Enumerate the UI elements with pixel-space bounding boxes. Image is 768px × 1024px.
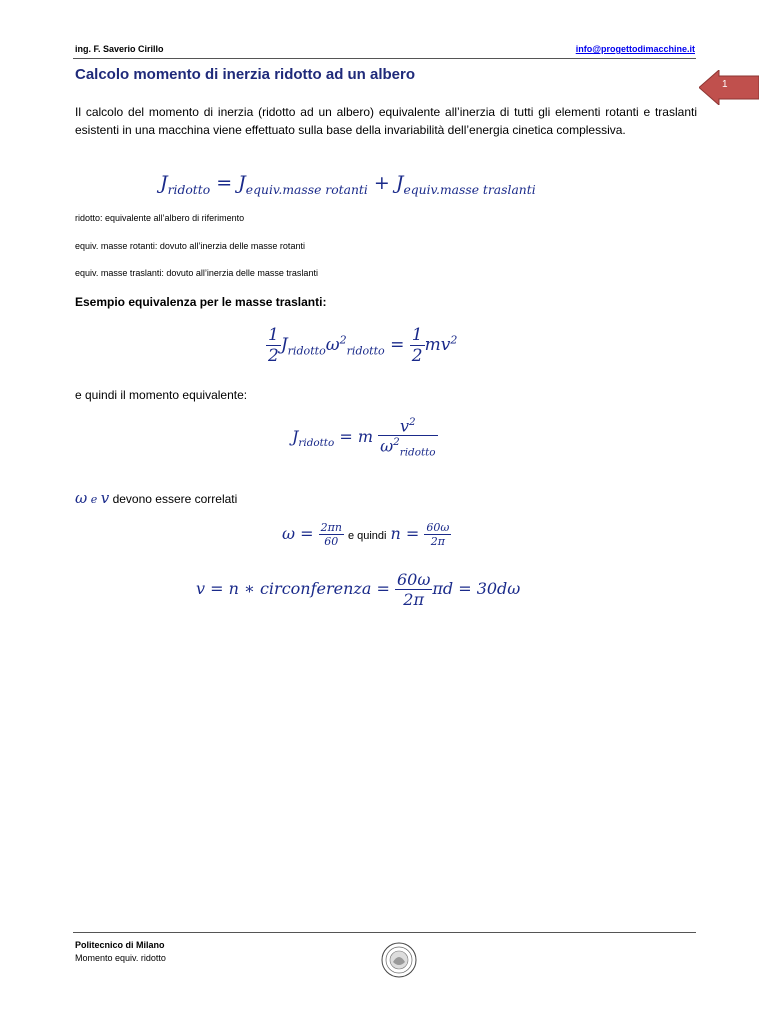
eq1-term2-sub: equiv.masse traslanti xyxy=(403,182,536,197)
footer-subtitle: Momento equiv. ridotto xyxy=(75,953,166,963)
equation-energy-equivalence xyxy=(266,325,457,366)
corr-v: v xyxy=(100,489,110,507)
eq1-term1-sub: equiv.masse rotanti xyxy=(245,182,368,197)
header-divider xyxy=(73,58,696,59)
eq4-num: 2πn xyxy=(320,521,342,534)
eq2-omega: ω xyxy=(325,335,340,355)
eq3-eq: = m xyxy=(334,426,379,446)
footer-institution: Politecnico di Milano xyxy=(75,940,165,950)
eq5-num: 60ω xyxy=(396,570,431,589)
eq1-op: = xyxy=(210,172,239,194)
eq2-frac-left xyxy=(266,325,281,366)
eq5-den: 2π xyxy=(395,589,432,609)
eq3-den-wrap xyxy=(378,435,437,459)
eq4-num2: 60ω xyxy=(426,521,450,534)
note-ridotto: ridotto: equivalente all’albero di riferimento xyxy=(75,213,245,223)
eq5-frac xyxy=(395,570,432,609)
corr-omega: ω xyxy=(75,489,88,507)
eq4-lhs: ω = xyxy=(282,524,319,543)
eq2-omega-sup: 2 xyxy=(339,333,347,347)
eq4-den: 60 xyxy=(319,534,344,548)
eq1-term2: J xyxy=(395,172,404,194)
eq1-lhs: J xyxy=(160,172,168,194)
header-author: ing. F. Saverio Cirillo xyxy=(75,44,164,54)
eq3-num-sup: 2 xyxy=(409,416,416,428)
eq2-J-sub: ridotto xyxy=(287,344,326,358)
eq2-den: 2 xyxy=(268,346,279,366)
eq4-frac1 xyxy=(319,521,344,548)
eq2-rhs-sup: 2 xyxy=(450,333,458,347)
note-masse-traslanti: equiv. masse traslanti: dovuto all’inerzia delle masse traslanti xyxy=(75,268,318,278)
eq3-frac xyxy=(378,416,437,459)
eq2-eq: = xyxy=(384,335,410,355)
page-number-arrow-icon xyxy=(699,70,759,105)
eq4-n: n = xyxy=(390,524,425,543)
equation-reduced-moment xyxy=(292,416,438,459)
page-title: Calcolo momento di inerzia ridotto ad un albero xyxy=(75,66,416,83)
quindi-text: e quindi il momento equivalente: xyxy=(75,388,248,402)
correlation-line xyxy=(75,489,237,507)
equation-omega-n xyxy=(282,521,451,548)
eq2-omega-sub: ridotto xyxy=(346,344,385,358)
eq3-J: J xyxy=(292,426,299,446)
header-email-link[interactable]: info@progettodimacchine.it xyxy=(575,44,695,54)
eq5-lhs: v = n ∗ circonferenza = xyxy=(196,579,395,598)
eq4-mid: e quindi xyxy=(347,530,387,542)
eq3-J-sub: ridotto xyxy=(298,437,335,450)
eq2-num: 1 xyxy=(268,325,279,345)
eq2-num2: 1 xyxy=(411,325,423,345)
eq3-den-sup: 2 xyxy=(393,436,400,449)
eq2-rhs: mv xyxy=(424,335,451,355)
footer-divider xyxy=(73,932,696,933)
intro-paragraph: Il calcolo del momento di inerzia (ridotto ad un albero) equivalente all’inerzia di tutti gli elementi rotanti e traslanti esistenti in una macchina viene effettuato sulla base della invariabilità dell’energia cinetica complessiva. xyxy=(75,105,697,137)
university-seal-icon xyxy=(381,942,417,978)
eq4-den2: 2π xyxy=(424,534,451,548)
eq3-den: ω xyxy=(380,436,394,456)
note-masse-rotanti: equiv. masse rotanti: dovuto all’inerzia delle masse rotanti xyxy=(75,241,305,251)
eq4-frac2 xyxy=(424,521,451,548)
eq1-term1: J xyxy=(238,172,246,194)
eq3-den-sub: ridotto xyxy=(399,446,436,459)
equation-velocity xyxy=(196,570,520,609)
eq2-den2: 2 xyxy=(411,346,423,366)
corr-e: e xyxy=(87,493,101,506)
eq2-frac-right xyxy=(410,325,425,366)
eq3-num-wrap xyxy=(378,416,437,435)
equation-total-inertia xyxy=(160,172,536,197)
corr-text: devono essere correlati xyxy=(109,492,238,506)
eq3-num: v xyxy=(399,416,410,436)
eq2-J: J xyxy=(280,335,288,355)
eq1-lhs-sub: ridotto xyxy=(167,182,211,197)
example-heading: Esempio equivalenza per le masse traslanti: xyxy=(75,295,327,309)
eq5-rhs: πd = 30dω xyxy=(432,579,521,598)
page-number: 1 xyxy=(722,79,728,90)
eq1-plus: + xyxy=(367,172,396,194)
